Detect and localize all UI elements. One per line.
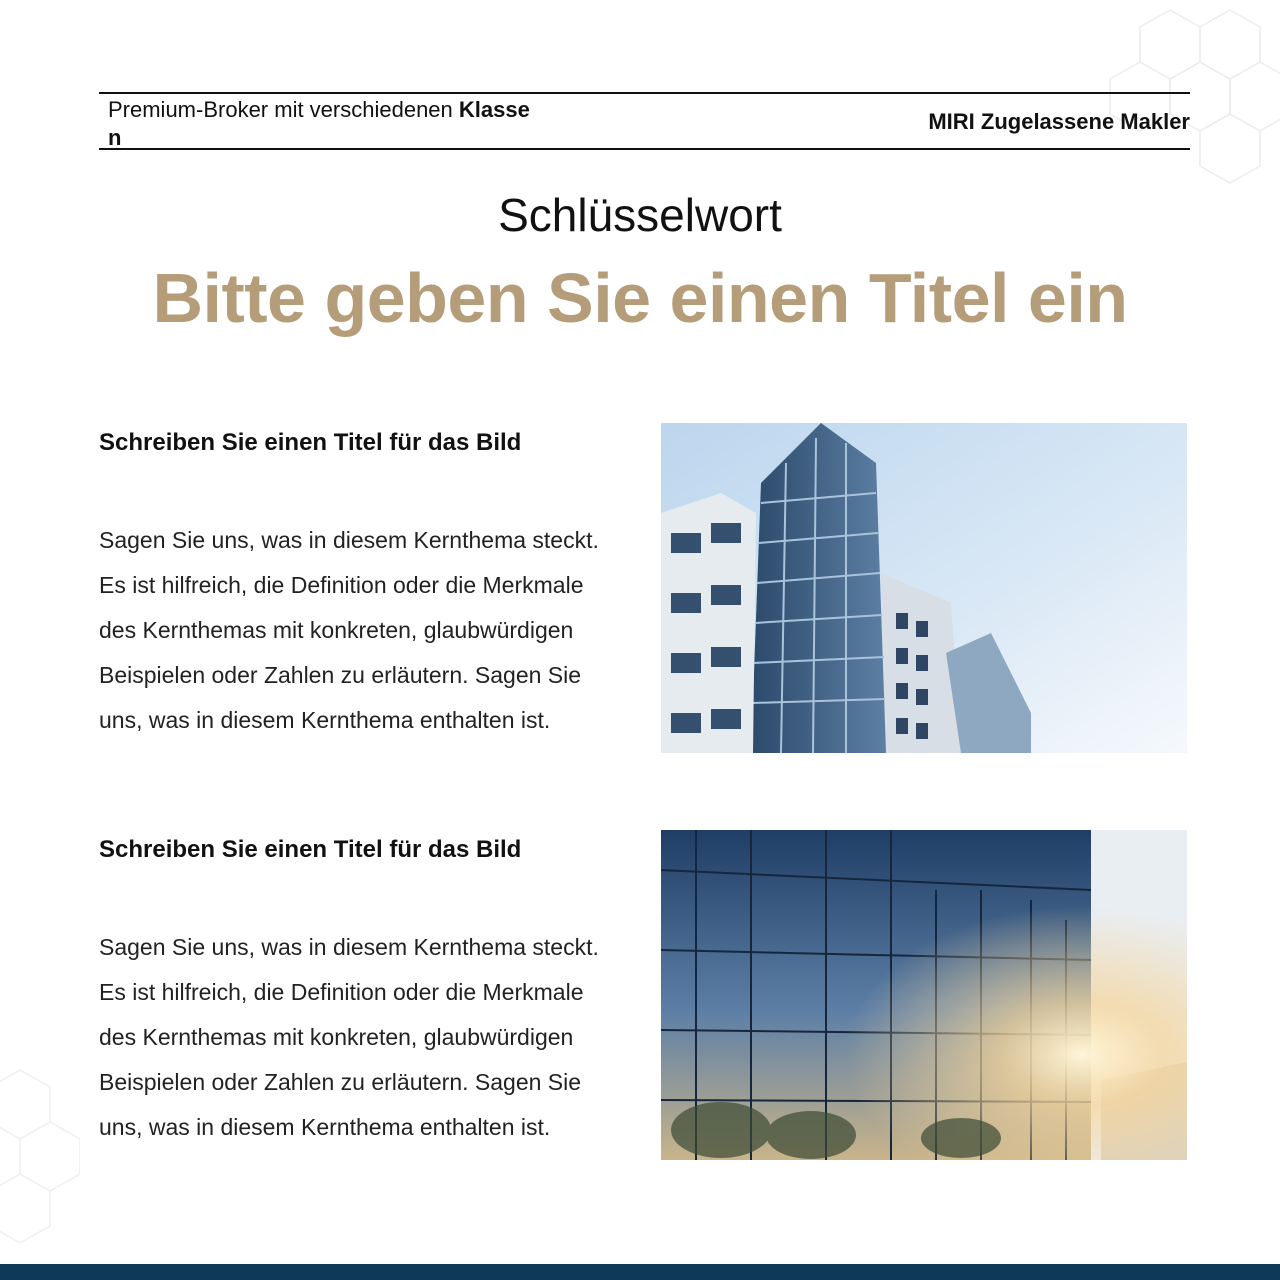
- body-line: Sagen Sie uns, was in diesem Kernthema steckt.: [99, 527, 599, 553]
- building-image-2: [661, 830, 1187, 1160]
- header-tagline-bold-wrap: n: [108, 125, 122, 150]
- body-line: Sagen Sie uns, was in diesem Kernthema steckt.: [99, 934, 599, 960]
- header-company-name: MIRI Zugelassene Makler: [928, 109, 1190, 134]
- content-section-2: [99, 830, 1187, 1160]
- body-line: Es ist hilfreich, die Definition oder die Merkmale: [99, 572, 584, 598]
- body-line: Beispielen oder Zahlen zu erläutern. Sagen Sie: [99, 662, 582, 688]
- page-title: Bitte geben Sie einen Titel ein: [152, 259, 1128, 337]
- body-line: uns, was in diesem Kernthema enthalten ist.: [99, 1114, 551, 1140]
- body-line: des Kernthemas mit konkreten, glaubwürdigen: [99, 1024, 574, 1050]
- content-section-1: [99, 423, 1187, 753]
- building-image-1: [661, 423, 1187, 753]
- footer-bar: [0, 1264, 1280, 1280]
- section-title: Schreiben Sie einen Titel für das Bild: [99, 836, 522, 863]
- body-line: Es ist hilfreich, die Definition oder die Merkmale: [99, 979, 584, 1005]
- section-body: [99, 925, 644, 1150]
- header-tagline-bold: Klasse: [458, 97, 530, 122]
- section-title: Schreiben Sie einen Titel für das Bild: [99, 429, 522, 456]
- keyword-heading: Schlüsselwort: [498, 189, 782, 241]
- hexagon-pattern-decoration-left: [0, 1050, 80, 1250]
- header-tagline-regular: Premium-Broker mit verschiedenen: [108, 97, 459, 122]
- header-tagline: [108, 96, 588, 152]
- header-bar: [99, 92, 1190, 150]
- body-line: des Kernthemas mit konkreten, glaubwürdigen: [99, 617, 574, 643]
- section-body: [99, 518, 644, 743]
- body-line: uns, was in diesem Kernthema enthalten ist.: [99, 707, 551, 733]
- body-line: Beispielen oder Zahlen zu erläutern. Sagen Sie: [99, 1069, 582, 1095]
